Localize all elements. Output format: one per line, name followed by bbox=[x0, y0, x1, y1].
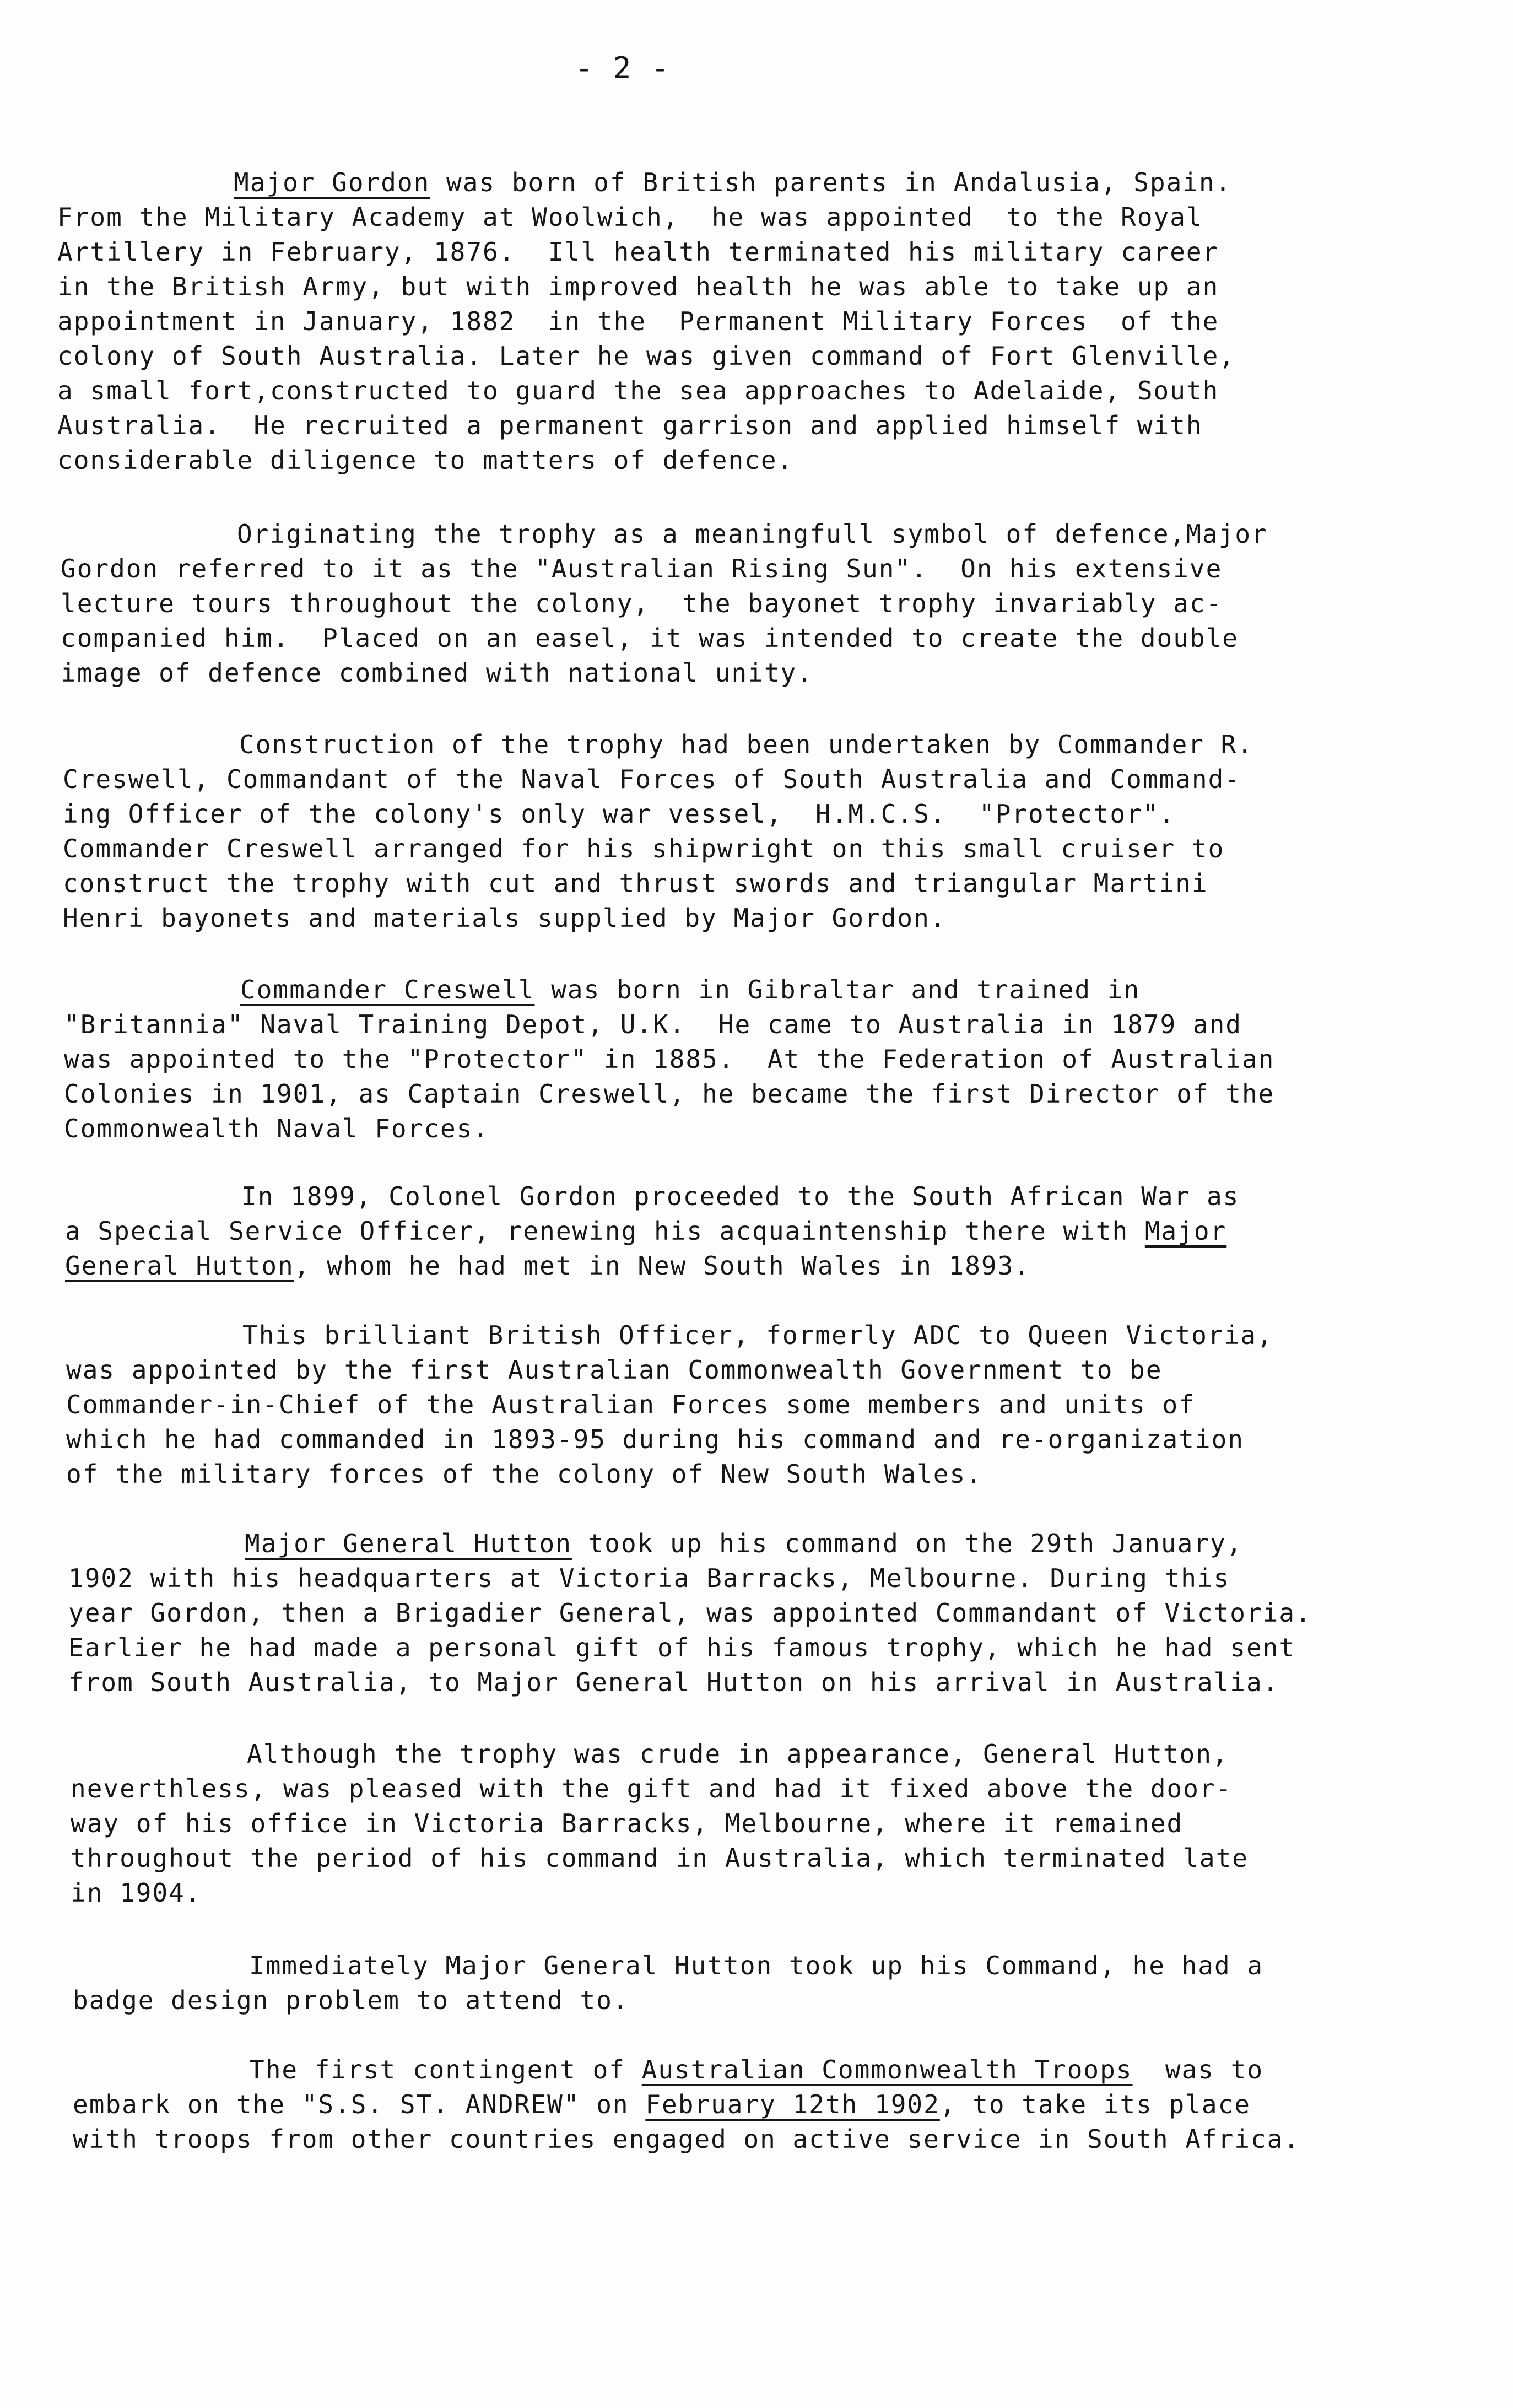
text-line: Henri bayonets and materials supplied by Major Gordon. bbox=[63, 903, 947, 933]
paragraph-commander-creswell bbox=[64, 973, 1274, 1146]
text-line: was appointed to the "Protector" in 1885. At the Federation of Australian bbox=[64, 1044, 1275, 1074]
text-line: In 1899, Colonel Gordon proceeded to the South African War as bbox=[241, 1181, 1240, 1211]
text-line: image of defence combined with national unity. bbox=[61, 658, 813, 688]
text-line: Gordon referred to it as the "Australian Rising Sun". On his extensive bbox=[61, 554, 1223, 584]
text-line: from South Australia, to Major General Hutton on his arrival in Australia. bbox=[68, 1667, 1279, 1697]
text-line: Major General Hutton took up his command on the 29th January, bbox=[245, 1529, 1243, 1558]
underlined-name: Major General Hutton bbox=[245, 1529, 572, 1558]
text-line: The first contingent of Australian Commonwealth Troops was to bbox=[249, 2055, 1264, 2085]
page-number: - 2 - bbox=[575, 51, 671, 85]
paragraph-trophy-origin bbox=[61, 517, 1268, 690]
text-line: Commander Creswell was born in Gibraltar and trained in bbox=[240, 975, 1141, 1005]
text-line: Commonwealth Naval Forces. bbox=[64, 1114, 490, 1143]
paragraph-badge-problem bbox=[73, 1948, 1263, 2018]
text-line: appointment in January, 1882 in the Permanent Military Forces of the bbox=[57, 306, 1219, 336]
paragraph-first-contingent bbox=[73, 2053, 1300, 2157]
text-line: year Gordon, then a Brigadier General, was appointed Commandant of Victoria. bbox=[68, 1598, 1312, 1628]
paragraph-british-officer bbox=[66, 1318, 1273, 1492]
text-line: considerable diligence to matters of defence. bbox=[57, 445, 794, 475]
text-line: throughout the period of his command in Australia, which terminated late bbox=[71, 1843, 1249, 1873]
text-line: way of his office in Victoria Barracks, Melbourne, where it remained bbox=[71, 1808, 1184, 1838]
underlined-date: February 12th 1902 bbox=[645, 2090, 940, 2119]
text-line: colony of South Australia. Later he was given command of Fort Glenville, bbox=[57, 341, 1235, 371]
text-line: Colonies in 1901, as Captain Creswell, he became the first Director of the bbox=[64, 1079, 1275, 1109]
text-line: Australia. He recruited a permanent garrison and applied himself with bbox=[57, 411, 1203, 440]
underlined-name: Major bbox=[1144, 1216, 1227, 1246]
text-line: in 1904. bbox=[71, 1878, 202, 1908]
text-line: neverthless, was pleased with the gift and had it fixed above the door- bbox=[71, 1774, 1233, 1804]
text-line: was appointed by the first Australian Commonwealth Government to be bbox=[66, 1355, 1163, 1385]
text-line: of the military forces of the colony of New South Wales. bbox=[66, 1459, 982, 1489]
text-line: in the British Army, but with improved health he was able to take up an bbox=[57, 272, 1219, 301]
text-line: Commander Creswell arranged for his shipwright on this small cruiser to bbox=[63, 834, 1225, 863]
text-line: a small fort,constructed to guard the sea approaches to Adelaide, South bbox=[57, 376, 1219, 406]
underlined-phrase: Australian Commonwealth Troops bbox=[641, 2055, 1133, 2085]
text-line: a Special Service Officer, renewing his acquaintenship there with Major bbox=[65, 1216, 1227, 1246]
text-line: Although the trophy was crude in appearance, General Hutton, bbox=[247, 1739, 1229, 1769]
text-line: lecture tours throughout the colony, the bayonet trophy invariably ac- bbox=[61, 588, 1223, 618]
text-line: badge design problem to attend to. bbox=[73, 1985, 629, 2015]
paragraph-trophy-construction bbox=[63, 727, 1253, 936]
text-line: From the Military Academy at Woolwich, he was appointed to the Royal bbox=[57, 202, 1203, 232]
text-line: Artillery in February, 1876. Ill health terminated his military career bbox=[57, 237, 1219, 267]
paragraph-major-gordon bbox=[57, 165, 1235, 478]
paragraph-south-african-war bbox=[65, 1179, 1239, 1283]
underlined-name: Commander Creswell bbox=[240, 975, 535, 1005]
underlined-name: Major Gordon bbox=[234, 168, 430, 197]
paragraph-trophy-appearance bbox=[71, 1737, 1249, 1910]
underlined-name: General Hutton bbox=[65, 1251, 294, 1281]
text-line: "Britannia" Naval Training Depot, U.K. He came to Australia in 1879 and bbox=[64, 1009, 1242, 1039]
text-line: Creswell, Commandant of the Naval Forces of South Australia and Command- bbox=[63, 764, 1241, 794]
text-line: Originating the trophy as a meaningfull symbol of defence,Major bbox=[237, 519, 1268, 549]
paragraph-hutton-command bbox=[68, 1526, 1312, 1700]
text-line: Major Gordon was born of British parents in Andalusia, Spain. bbox=[234, 168, 1232, 197]
text-line: Immediately Major General Hutton took up his Command, he had a bbox=[249, 1951, 1264, 1980]
text-line: 1902 with his headquarters at Victoria Barracks, Melbourne. During this bbox=[68, 1563, 1230, 1593]
text-line: Construction of the trophy had been undertaken by Commander R. bbox=[239, 730, 1254, 759]
text-line: companied him. Placed on an easel, it was intended to create the double bbox=[61, 623, 1239, 653]
text-line: which he had commanded in 1893-95 during his command and re-organization bbox=[66, 1424, 1244, 1454]
text-line: with troops from other countries engaged on active service in South Africa. bbox=[73, 2124, 1300, 2154]
text-line: construct the trophy with cut and thrust swords and triangular Martini bbox=[63, 868, 1208, 898]
text-line: General Hutton, whom he had met in New South Wales in 1893. bbox=[65, 1251, 1030, 1281]
text-line: Earlier he had made a personal gift of his famous trophy, which he had sent bbox=[68, 1633, 1296, 1662]
text-line: embark on the "S.S. ST. ANDREW" on February 12th 1902, to take its place bbox=[73, 2090, 1251, 2119]
text-line: ing Officer of the colony's only war vessel, H.M.C.S. "Protector". bbox=[63, 799, 1176, 829]
text-line: Commander-in-Chief of the Australian Forces some members and units of bbox=[66, 1390, 1195, 1419]
text-line: This brilliant British Officer, formerly ADC to Queen Victoria, bbox=[242, 1320, 1273, 1350]
